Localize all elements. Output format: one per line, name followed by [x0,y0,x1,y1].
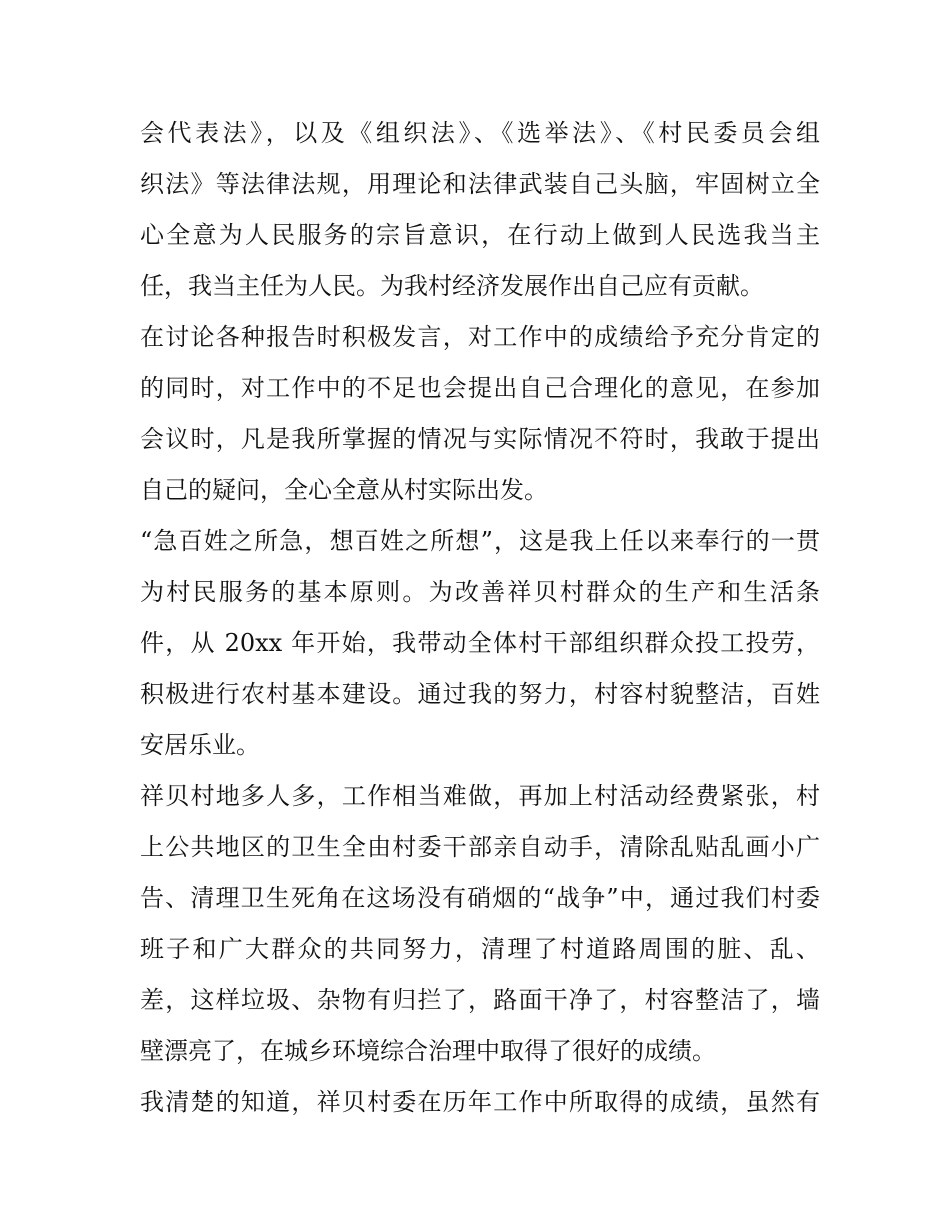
text-line: 壁漂亮了，在城乡环境综合治理中取得了很好的成绩。 [140,1037,716,1065]
text-line: 心全意为人民服务的宗旨意识，在行动上做到人民选我当主 [140,221,820,249]
text-line: 件，从 20xx 年开始，我带动全体村干部组织群众投工投劳， [140,629,820,657]
text-line: 自己的疑问，全心全意从村实际出发。 [140,476,548,504]
text-line: 祥贝村地多人多，工作相当难做，再加上村活动经费紧张，村 [140,782,820,810]
text-line: 会代表法》，以及《组织法》、《选举法》、《村民委员会组 [140,119,820,147]
document-body [140,108,820,1128]
text-line: 上公共地区的卫生全由村委干部亲自动手，清除乱贴乱画小广 [140,833,820,861]
text-line: 安居乐业。 [140,731,260,759]
text-line: 积极进行农村基本建设。通过我的努力，村容村貌整洁，百姓 [140,680,820,708]
text-line: 任，我当主任为人民。为我村经济发展作出自己应有贡献。 [140,272,764,300]
text-line: 在讨论各种报告时积极发言，对工作中的成绩给予充分肯定的 [140,323,820,351]
text-line: 为村民服务的基本原则。为改善祥贝村群众的生产和生活条 [140,578,820,606]
text-line: “急百姓之所急，想百姓之所想”，这是我上任以来奉行的一贯 [140,527,820,555]
text-line: 的同时，对工作中的不足也会提出自己合理化的意见，在参加 [140,374,820,402]
text-line: 告、清理卫生死角在这场没有硝烟的“战争”中，通过我们村委 [140,884,820,912]
text-line: 差，这样垃圾、杂物有归拦了，路面干净了，村容整洁了，墙 [140,986,820,1014]
text-line: 织法》等法律法规，用理论和法律武装自己头脑，牢固树立全 [140,170,820,198]
text-line: 班子和广大群众的共同努力，清理了村道路周围的脏、乱、 [140,935,820,963]
text-line: 会议时，凡是我所掌握的情况与实际情况不符时，我敢于提出 [140,425,820,453]
text-line: 我清楚的知道，祥贝村委在历年工作中所取得的成绩，虽然有 [140,1088,820,1116]
